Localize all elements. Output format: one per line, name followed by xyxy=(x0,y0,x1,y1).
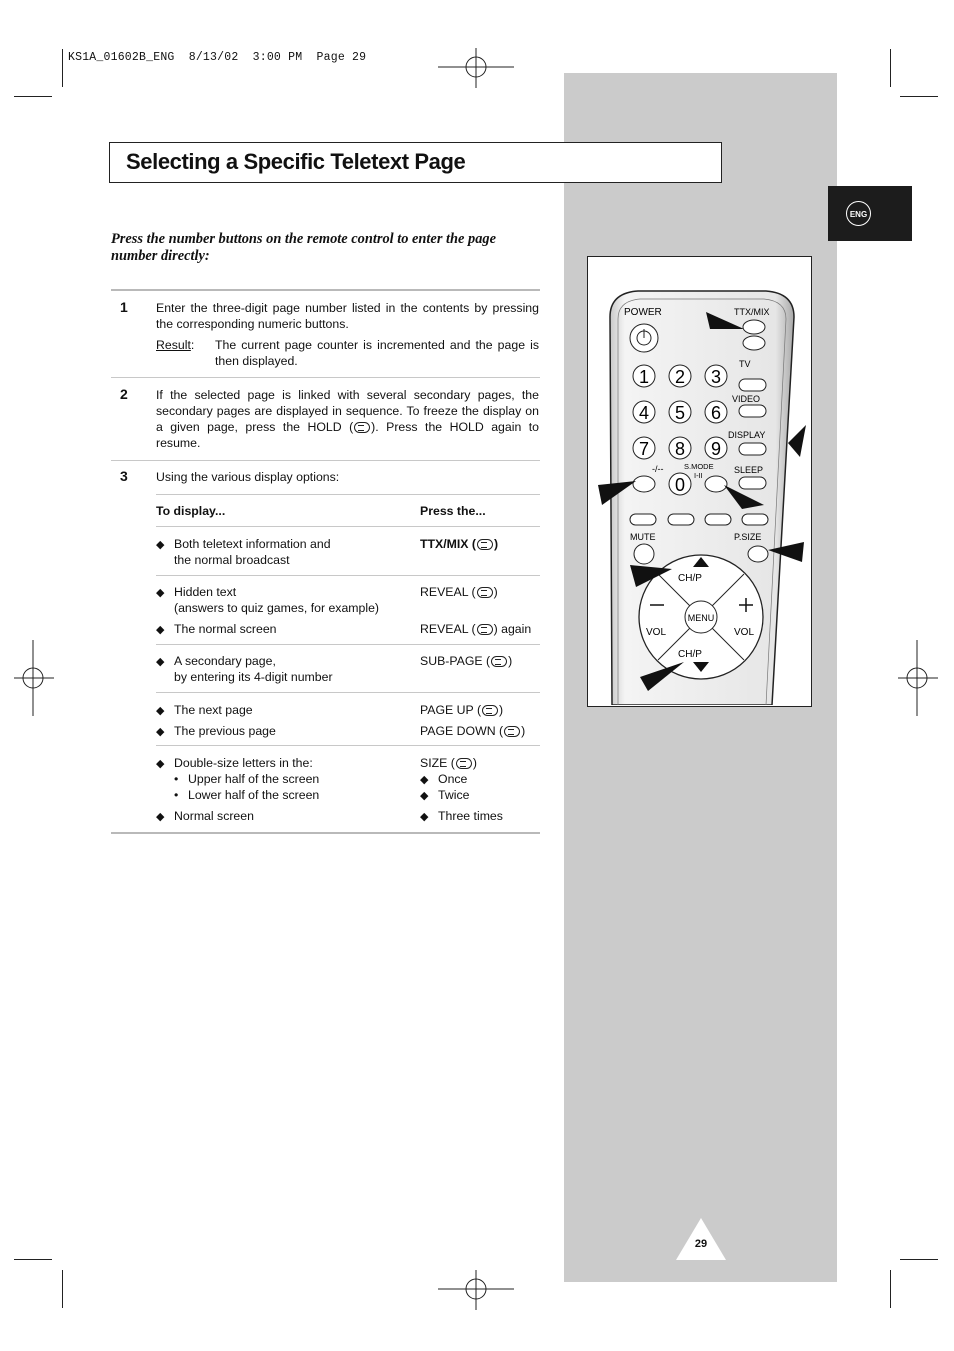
table-cell: Lower half of the screen xyxy=(188,788,320,802)
divider xyxy=(156,575,540,576)
table-cell-text: ) again xyxy=(493,622,532,636)
remote-tv-label: TV xyxy=(739,359,751,369)
small-bullet: • xyxy=(174,772,179,786)
bullet-icon: ◆ xyxy=(420,774,429,786)
video-button xyxy=(739,405,766,417)
step-number: 1 xyxy=(120,299,128,315)
remote-video-label: VIDEO xyxy=(732,394,761,404)
divider xyxy=(156,745,540,746)
remote-menu-label: MENU xyxy=(687,613,715,623)
crop-mark xyxy=(890,1270,891,1308)
table-cell-line: A secondary page, xyxy=(174,654,276,668)
crop-mark xyxy=(62,1270,63,1308)
hold-icon xyxy=(354,422,370,433)
color-button-blue xyxy=(742,514,768,525)
crop-mark xyxy=(14,1259,52,1260)
close-paren: ) xyxy=(472,756,477,770)
registration-mark-right xyxy=(898,640,938,716)
bullet-icon: ◆ xyxy=(156,656,165,668)
table-cell: Twice xyxy=(438,788,470,802)
remote-smode-label: S.MODE xyxy=(684,462,714,471)
remote-dash-label: -/-- xyxy=(652,464,664,474)
bullet-icon: ◆ xyxy=(156,811,165,823)
result-text: The current page counter is incremented and the page is then displayed. xyxy=(215,338,539,368)
remote-vol-left-label: VOL xyxy=(646,627,667,638)
ttx-mix-button xyxy=(743,320,765,334)
crop-mark xyxy=(62,49,63,87)
close-paren: ) xyxy=(508,654,513,668)
table-cell-text: SUB-PAGE ( xyxy=(420,654,491,668)
table-cell xyxy=(420,653,512,669)
remote-control-drawing xyxy=(588,257,810,705)
psize-button xyxy=(748,546,768,562)
mute-button xyxy=(634,544,654,564)
close-paren: ) xyxy=(494,537,499,551)
table-cell-line: Both teletext information and xyxy=(174,537,331,551)
remote-power-label: POWER xyxy=(624,307,662,318)
table-cell-text: REVEAL ( xyxy=(420,622,476,636)
divider xyxy=(111,289,540,291)
digit-9: 9 xyxy=(710,439,722,459)
step-text xyxy=(156,387,539,451)
remote-illustration xyxy=(587,256,812,707)
remote-display-label: DISPLAY xyxy=(728,430,766,440)
registration-mark-left xyxy=(14,640,54,716)
bullet-icon: ◆ xyxy=(156,624,165,636)
page-up-icon xyxy=(482,705,498,716)
divider xyxy=(111,832,540,834)
table-cell-line: the normal broadcast xyxy=(174,553,290,567)
digit-3: 3 xyxy=(710,367,722,387)
remote-mute-label: MUTE xyxy=(630,532,656,542)
digit-1: 1 xyxy=(638,367,650,387)
table-cell xyxy=(174,536,331,568)
size-icon xyxy=(456,758,472,769)
divider xyxy=(156,644,540,645)
table-cell xyxy=(174,584,379,616)
smode-button xyxy=(705,476,727,492)
digit-8: 8 xyxy=(674,439,686,459)
close-paren: ) xyxy=(521,724,526,738)
bullet-icon: ◆ xyxy=(156,587,165,599)
close-paren: ) xyxy=(493,585,498,599)
result-sep: : xyxy=(190,338,195,352)
sub-page-icon xyxy=(491,656,507,667)
step-number: 2 xyxy=(120,386,128,402)
page-number: 29 xyxy=(694,1238,708,1250)
color-button-green xyxy=(668,514,694,525)
crop-mark xyxy=(890,49,891,87)
table-cell: Upper half of the screen xyxy=(188,772,320,786)
table-cell-line: Hidden text xyxy=(174,585,237,599)
color-button-yellow xyxy=(705,514,731,525)
remote-chp-down-label: CH/P xyxy=(678,649,702,660)
table-header-press: Press the... xyxy=(420,504,486,518)
color-button-red xyxy=(630,514,656,525)
registration-mark-top xyxy=(438,48,514,88)
table-cell xyxy=(420,723,525,739)
table-cell: Double-size letters in the: xyxy=(174,756,313,770)
table-cell-text: PAGE UP ( xyxy=(420,703,482,717)
step-text: Enter the three-digit page number listed in the contents by pressing the corresponding numeric buttons. xyxy=(156,301,539,331)
digit-4: 4 xyxy=(638,403,650,423)
language-badge: ENG xyxy=(846,201,871,226)
close-paren: ) xyxy=(499,703,504,717)
table-cell: The normal screen xyxy=(174,622,277,636)
small-bullet: • xyxy=(174,788,179,802)
table-cell: Three times xyxy=(438,809,503,823)
divider xyxy=(156,494,540,495)
bullet-icon: ◆ xyxy=(156,539,165,551)
bullet-icon: ◆ xyxy=(420,811,429,823)
remote-ttx-label: TTX/MIX xyxy=(734,307,770,317)
page-title: Selecting a Specific Teletext Page xyxy=(126,149,466,174)
bullet-icon: ◆ xyxy=(420,790,429,802)
divider xyxy=(156,526,540,527)
page-down-icon xyxy=(504,726,520,737)
divider xyxy=(156,692,540,693)
table-cell xyxy=(420,702,503,718)
table-cell xyxy=(420,584,498,600)
table-cell-text: PAGE DOWN ( xyxy=(420,724,504,738)
step-text-part: If the selected page is linked with several secondary pages, the secondary pages are displayed in sequence. To freeze the display on a given page, press the HOLD ( xyxy=(156,388,539,434)
bullet-icon: ◆ xyxy=(156,726,165,738)
table-header-display: To display... xyxy=(156,504,226,518)
table-cell xyxy=(174,653,333,685)
digit-5: 5 xyxy=(674,403,686,423)
table-cell xyxy=(420,536,498,552)
digit-6: 6 xyxy=(710,403,722,423)
remote-chp-up-label: CH/P xyxy=(678,573,702,584)
table-cell: Once xyxy=(438,772,468,786)
table-cell xyxy=(420,621,531,637)
table-cell-text: TTX/MIX ( xyxy=(420,537,477,551)
remote-sleep-label: SLEEP xyxy=(734,465,764,475)
table-cell-line: by entering its 4-digit number xyxy=(174,670,333,684)
dash-button xyxy=(633,476,655,492)
table-cell-text: SIZE ( xyxy=(420,756,455,770)
title-box xyxy=(109,142,722,183)
crop-mark xyxy=(900,1259,938,1260)
tv-button xyxy=(739,379,766,391)
remote-psize-label: P.SIZE xyxy=(734,532,762,542)
table-cell: Normal screen xyxy=(174,809,254,823)
table-cell-line: (answers to quiz games, for example) xyxy=(174,601,380,615)
crop-mark xyxy=(14,96,52,97)
intro-text: Press the number buttons on the remote control to enter the page number directly: xyxy=(111,231,496,264)
table-cell xyxy=(420,755,477,771)
result-word: Result xyxy=(156,338,191,352)
ttx-mix-icon xyxy=(477,539,493,550)
divider xyxy=(111,460,540,461)
table-cell: The next page xyxy=(174,703,253,717)
bullet-icon: ◆ xyxy=(156,758,165,770)
reveal-icon xyxy=(477,587,493,598)
language-tab xyxy=(828,186,912,241)
digit-2: 2 xyxy=(674,367,686,387)
digit-0: 0 xyxy=(674,475,686,495)
table-cell: The previous page xyxy=(174,724,276,738)
result-label xyxy=(156,337,194,353)
crop-mark xyxy=(900,96,938,97)
divider xyxy=(111,377,540,378)
reveal-icon xyxy=(477,624,493,635)
remote-vol-right-label: VOL xyxy=(734,627,755,638)
step-text: Using the various display options: xyxy=(156,470,340,484)
bullet-icon: ◆ xyxy=(156,705,165,717)
registration-mark-bottom xyxy=(438,1270,514,1310)
sleep-button xyxy=(739,477,766,489)
display-button xyxy=(739,443,766,455)
digit-7: 7 xyxy=(638,439,650,459)
step-number: 3 xyxy=(120,468,128,484)
table-cell-text: REVEAL ( xyxy=(420,585,476,599)
step-text-part: ). Press the HOLD again to resume. xyxy=(156,420,539,450)
print-header: KS1A_01602B_ENG 8/13/02 3:00 PM Page 29 xyxy=(68,51,367,64)
remote-i-ii-label: I-II xyxy=(694,471,703,480)
ttx-mix-button-lower xyxy=(743,336,765,350)
